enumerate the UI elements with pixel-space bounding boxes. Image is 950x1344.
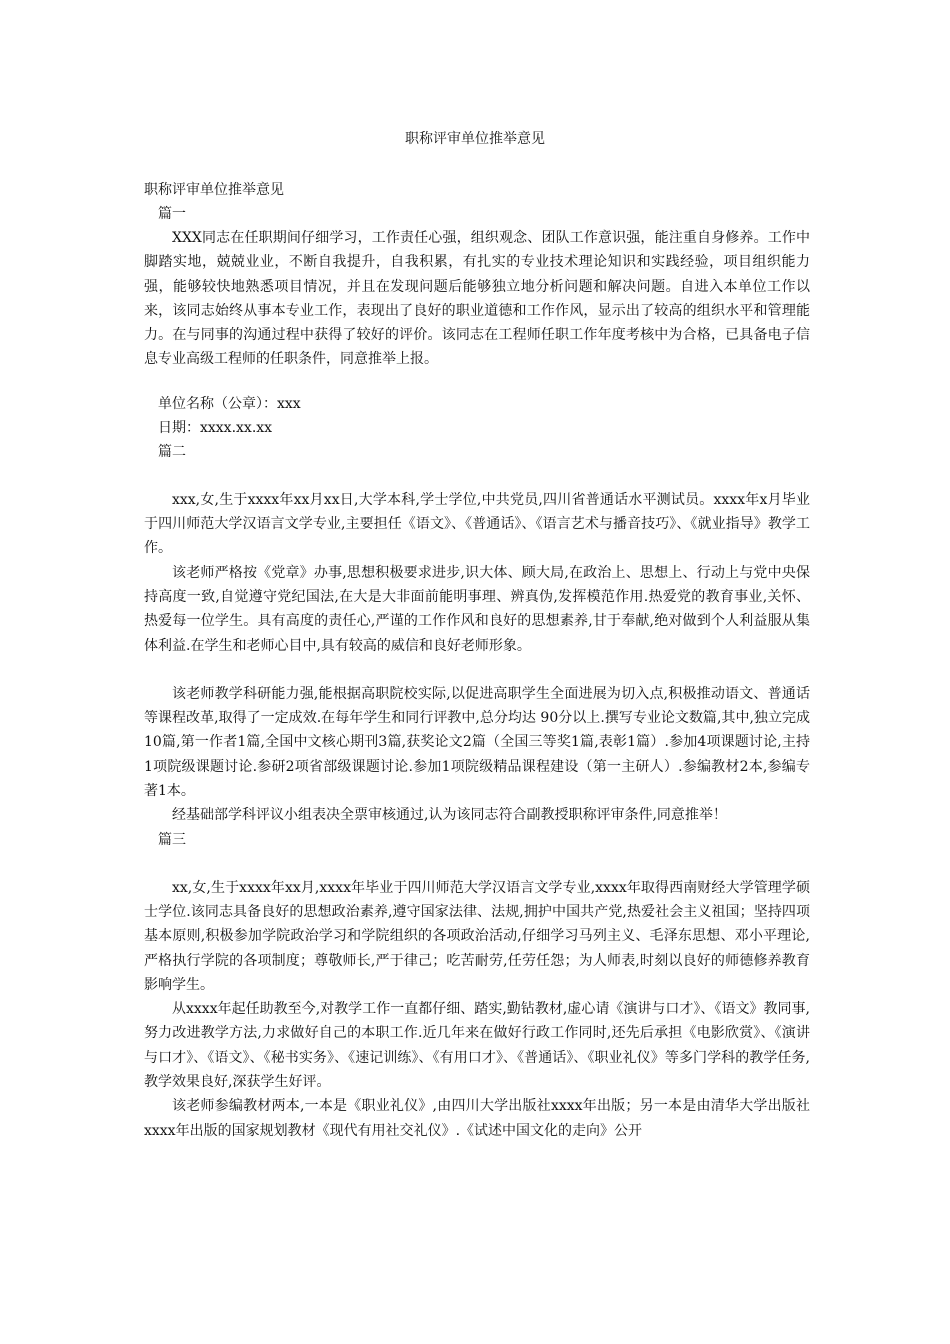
spacer — [144, 658, 810, 682]
section3-paragraph-1: xx,女,生于xxxx年xx月,xxxx年毕业于四川师范大学汉语言文学专业,xxxx年取得西南财经大学管理学硕士学位.该同志具备良好的思想政治素养,遵守国家法律、法规,拥护中国共产党,热爱社会主义祖国；坚持四项基本原则,积极参加学院政治学习和学院组织的各项政治活动,仔细学习马列主义、毛泽东思想、邓小平理论,严格执行学院的各项制度；尊敬师长,严于律己；吃苦耐劳,任劳任怨；为人师表,时刻以良好的师德修养教育影响学生。 — [144, 879, 810, 993]
spacer — [144, 372, 810, 392]
section2-paragraph-1: xxx,女,生于xxxx年xx月xx日,大学本科,学士学位,中共党员,四川省普通话水平测试员。xxxx年x月毕业于四川师范大学汉语言文学专业,主要担任《语文》、《普通话》、《语言艺术与播音技巧》、《就业指导》教学工作。 — [144, 491, 810, 557]
section1-paragraph: XXX同志在任职期间仔细学习，工作责任心强，组织观念、团队工作意识强，能注重自身修养。工作中脚踏实地，兢兢业业，不断自我提升，自我积累，有扎实的专业技术理论知识和实践经验，项目组织能力强，能够较快地熟悉项目情况，并且在发现问题后能够独立地分析问题和解决问题。自进入本单位工作以来，该同志始终从事本专业工作，表现出了良好的职业道德和工作作风，显示出了较高的组织水平和管理能力。在与同事的沟通过程中获得了较好的评价。该同志在工程师任职工作年度考核中为合格，已具备电子信息专业高级工程师的任职条件，同意推举上报。 — [144, 230, 810, 368]
section2-paragraph-2: 该老师严格按《党章》办事,思想积极要求进步,识大体、顾大局,在政治上、思想上、行动上与党中央保持高度一致,自觉遵守党纪国法,在大是大非面前能明事理、辨真伪,发挥模范作用.热爱党的教育事业,关怀、热爱每一位学生。具有高度的责任心,严谨的工作作风和良好的思想素养,甘于奉献,绝对做到个人利益服从集体利益.在学生和老师心目中,具有较高的威信和良好老师形象。 — [144, 564, 810, 654]
spacer — [144, 852, 810, 876]
section3-paragraph-2: 从xxxx年起任助教至今,对教学工作一直都仔细、踏实,勤钻教材,虚心请《演讲与口才》、《语文》教同事,努力改进教学方法,力求做好自己的本职工作.近几年来在做好行政工作同时,还先后承担《电影欣赏》、《演讲与口才》、《语文》、《秘书实务》、《速记训练》、《有用口才》、《普通话》、《职业礼仪》等多门学科的教学任务,教学效果良好,深获学生好评。 — [144, 1001, 810, 1091]
date-field: 日期：xxxx.xx.xx — [158, 419, 273, 436]
section-heading-1: 篇一 — [158, 206, 186, 222]
document-body — [144, 178, 810, 1143]
unit-name-field: 单位名称（公章）：xxx — [158, 395, 301, 412]
section2-paragraph-4: 经基础部学科评议小组表决全票审核通过,认为该同志符合副教授职称评审条件,同意推举！ — [172, 807, 727, 824]
section3-paragraph-3: 该老师参编教材两本,一本是《职业礼仪》,由四川大学出版社xxxx年出版；另一本是由清华大学出版社xxxx年出版的国家规划教材《现代有用社交礼仪》.《试述中国文化的走向》公开 — [144, 1098, 810, 1139]
section2-paragraph-3: 该老师教学科研能力强,能根据高职院校实际,以促进高职学生全面进展为切入点,积极推动语文、普通话等课程改革,取得了一定成效.在每年学生和同行评教中,总分均达 90分以上.撰写专业论文数篇,其中,独立完成10篇,第一作者1篇,全国中文核心期刊3篇,获奖论文2篇（全国三等奖1篇,表彰1篇）.参加4项课题讨论,主持1项院级课题讨论.参研2项省部级课题讨论.参加1项院级精品课程建设（第一主研人）.参编教材2本,参编专著1本。 — [144, 685, 810, 800]
section-heading-2: 篇二 — [158, 443, 186, 460]
spacer — [144, 464, 810, 488]
section-heading-3: 篇三 — [158, 831, 186, 848]
document-subtitle: 职称评审单位推举意见 — [144, 182, 284, 198]
page-title: 职称评审单位推举意见 — [405, 131, 545, 147]
